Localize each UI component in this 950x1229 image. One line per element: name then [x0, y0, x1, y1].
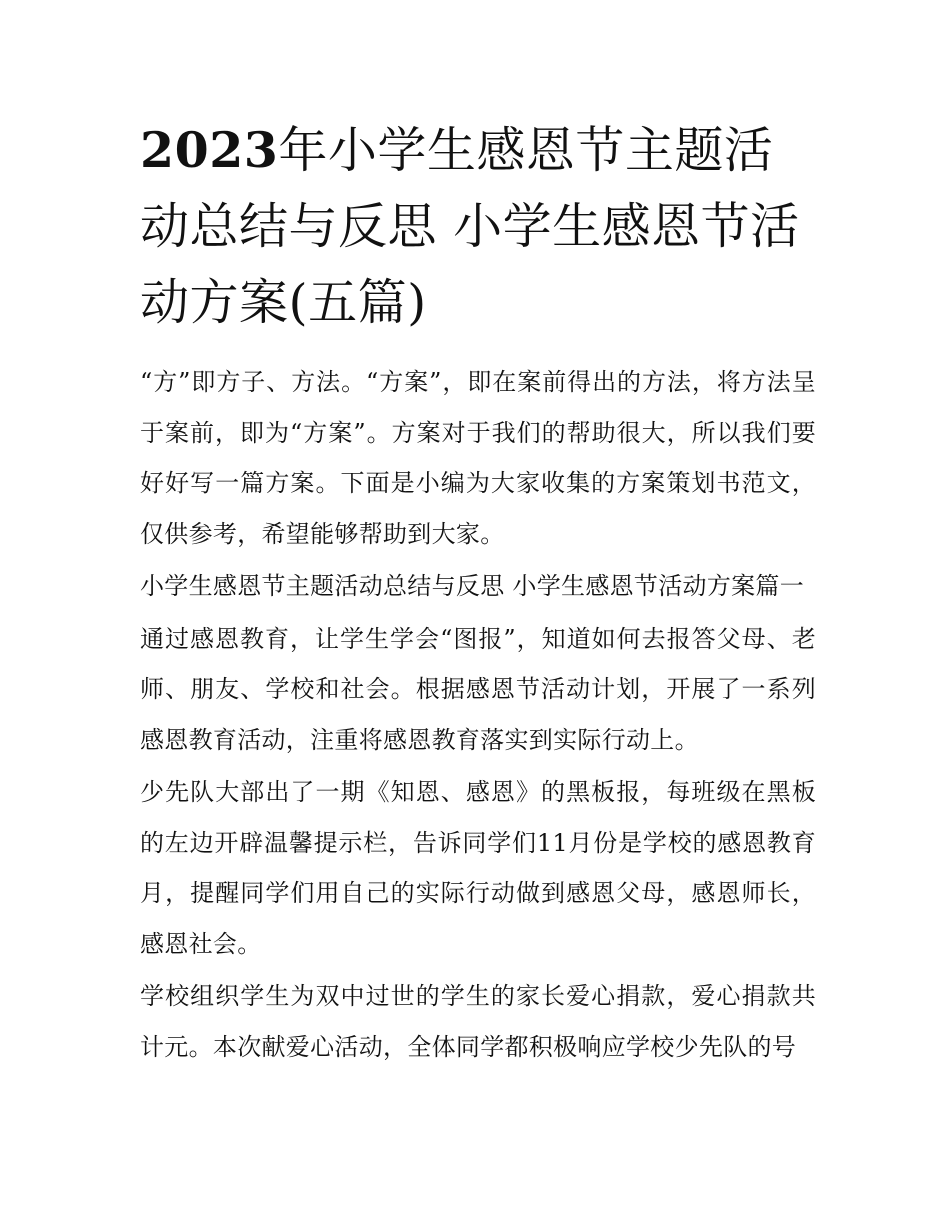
intro-paragraph: “方”即方子、方法。“方案”，即在案前得出的方法，将方法呈于案前，即为“方案”。方案对于我们的帮助很大，所以我们要好好写一篇方案。下面是小编为大家收集的方案策划书范文，仅供参考，希望能够帮助到大家。 — [140, 368, 816, 548]
body-paragraph: 通过感恩教育，让学生学会“图报”，知道如何去报答父母、老师、朋友、学校和社会。根据感恩节活动计划，开展了一系列感恩教育活动，注重将感恩教育落实到实际行动上。 — [140, 624, 816, 754]
title-year: 2023 — [140, 121, 279, 179]
document-title — [140, 112, 816, 341]
title-text: 年小学生感恩节主题活动总结与反思 小学生感恩节活动方案(五篇) — [140, 122, 800, 331]
section-heading: 小学生感恩节主题活动总结与反思 小学生感恩节活动方案篇一 — [140, 572, 805, 600]
body-paragraph: 少先队大部出了一期《知恩、感恩》的黑板报，每班级在黑板的左边开辟温馨提示栏，告诉同学们11月份是学校的感恩教育月，提醒同学们用自己的实际行动做到感恩父母，感恩师长，感恩社会。 — [140, 778, 816, 958]
document-page — [140, 112, 816, 1072]
body-paragraph: 学校组织学生为双中过世的学生的家长爱心捐款，爱心捐款共计元。本次献爱心活动，全体同学都积极响应学校少先队的号 — [140, 982, 816, 1061]
